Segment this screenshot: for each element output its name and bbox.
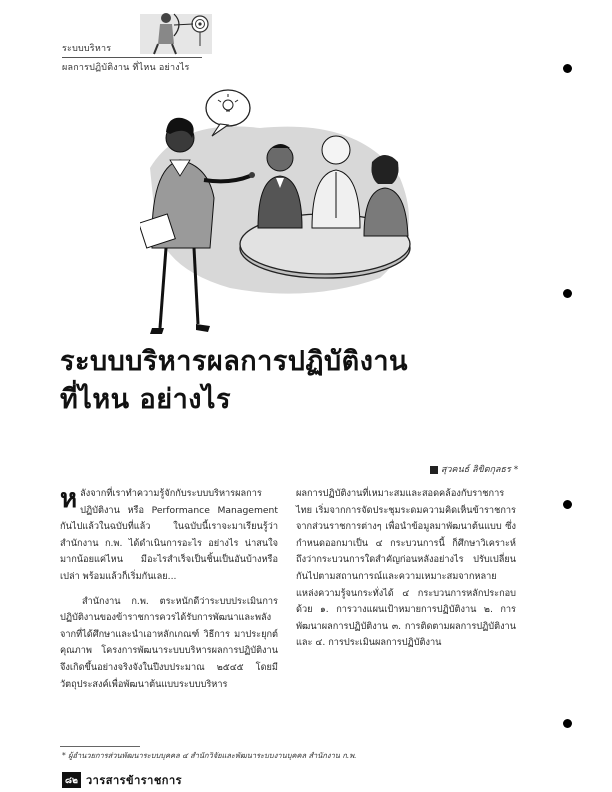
page-number: ๘๒ xyxy=(62,772,81,788)
drop-cap: ห xyxy=(60,484,78,514)
journal-name: วารสารข้าราชการ xyxy=(86,774,183,787)
body-left-column xyxy=(60,486,278,693)
header-subtitle: ผลการปฏิบัติงาน ที่ไหน อย่างไร xyxy=(62,63,190,73)
footnote-rule xyxy=(60,746,140,747)
punch-hole-top xyxy=(563,64,572,73)
punch-hole-lower xyxy=(563,500,572,509)
right-paragraph-1: ผลการปฏิบัติงานที่เหมาะสมและสอดคล้องกับราชการไทย เริ่มจากการจัดประชุมระดมความคิดเห็นข้าราชการจากส่วนราชการต่างๆ เพื่อนำข้อมูลมาพัฒนาต้นแบบ ซึ่งกำหนดออกมาเป็น ๔ กระบวนการนี้ ก็ศึกษาวิเคราะห์ถึงว่ากระบวนการใดสำคัญก่อนหลังอย่างไร ปรับเปลี่ยนกันไปตามสถานการณ์และความเหมาะสมจากหลายแหล่งความรู้จนกระทั่งได้ ๔ กระบวนการหลักประกอบด้วย ๑. การวางแผนเป้าหมายการปฏิบัติงาน ๒. การพัฒนาผลการปฏิบัติงาน ๓. การติดตามผลการปฏิบัติงาน และ ๔. การประเมินผลการปฏิบัติงาน xyxy=(296,488,516,649)
author-marker xyxy=(430,466,438,474)
left-paragraph-1: ลังจากที่เราทำความรู้จักกับระบบบริหารผลการปฏิบัติงาน หรือ Performance Management กันไปแล้วในฉบับที่แล้ว ในฉบับนี้เราจะมาเรียนรู้ว่าสำนักงาน ก.พ. ได้ดำเนินการอะไร อย่างไร น่าสนใจมากน้อยแค่ไหน มีอะไรสำเร็จเป็นชิ้นเป็นอันบ้างหรือเปล่า พร้อมแล้วก็เริ่มกันเลย... xyxy=(60,488,278,582)
header-illustration xyxy=(138,4,214,56)
article-title-line-1: ระบบบริหารผลการปฏิบัติงาน xyxy=(60,346,408,377)
header-rule xyxy=(62,57,202,58)
author-byline: สุวคนธ์ ลิขิตกุลธร * xyxy=(441,465,519,475)
punch-hole-bottom xyxy=(563,719,572,728)
footnote: * ผู้อำนวยการส่วนพัฒนาระบบบุคคล ๔ สำนักวิจัยและพัฒนาระบบงานบุคคล สำนักงาน ก.พ. xyxy=(62,751,357,760)
body-right-column xyxy=(296,486,516,652)
punch-hole-middle xyxy=(563,289,572,298)
meeting-illustration xyxy=(140,88,420,338)
left-paragraph-2: สำนักงาน ก.พ. ตระหนักดีว่าระบบประเมินการปฏิบัติงานของข้าราชการควรได้รับการพัฒนาและพลังจากที่ได้ศึกษาและนำเอาหลักเกณฑ์ วิธีการ มาประยุกต์คุณภาพ โครงการพัฒนาระบบบริหารผลการปฏิบัติงานจึงเกิดขึ้นอย่างจริงจังในปีงบประมาณ ๒๕๔๕ โดยมีวัตถุประสงค์เพื่อพัฒนาต้นแบบระบบบริหาร xyxy=(60,595,278,690)
header-section: ระบบบริหาร xyxy=(62,44,112,54)
article-title-line-2: ที่ไหน อย่างไร xyxy=(60,384,231,415)
